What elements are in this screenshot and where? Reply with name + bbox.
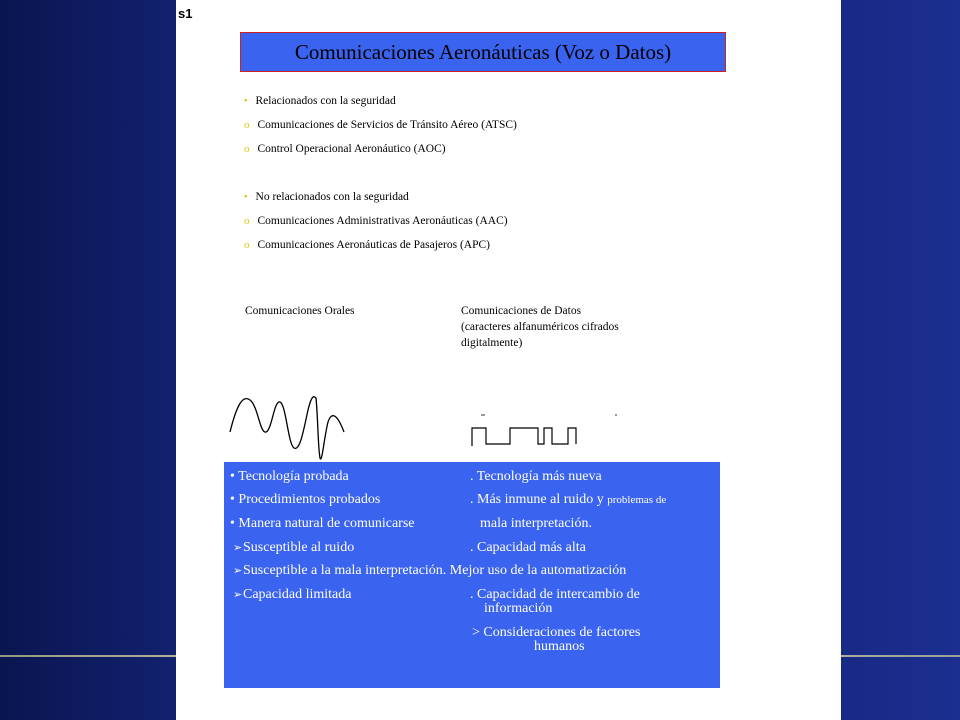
comparison-line (233, 587, 351, 603)
comparison-line (230, 492, 380, 507)
non-safety-heading: No relacionados con la seguridad (255, 191, 409, 203)
bullet-dot-icon: • (230, 516, 239, 531)
human-factors-note: > Consideraciones de factores (472, 625, 641, 640)
bullet-circle-icon: o (244, 143, 250, 155)
comparison-right: . Tecnología más nueva (470, 469, 602, 484)
comparison-right (470, 492, 666, 508)
comparison-left: Manera natural de comunicarse (238, 516, 415, 531)
arrow-bullet-icon: ➢ (233, 589, 243, 601)
arrow-bullet-icon: ➢ (233, 542, 243, 554)
list-item (244, 215, 508, 227)
safety-item: Control Operacional Aeronáutico (AOC) (257, 143, 446, 155)
comparison-right-text: . Más inmune al ruido y (470, 492, 604, 507)
list-item (244, 143, 446, 155)
arrow-bullet-icon: ➢ (233, 565, 243, 577)
safety-heading: Relacionados con la seguridad (255, 95, 396, 107)
comparison-right: información (484, 601, 553, 616)
comparison-line (233, 563, 626, 579)
slide (176, 0, 841, 720)
bullet-dot-icon: • (230, 469, 239, 484)
non-safety-item: Comunicaciones Administrativas Aeronáuticas (AAC) (257, 215, 508, 227)
bullet-circle-icon: o (244, 239, 250, 251)
bullet-circle-icon: o (244, 119, 250, 131)
non-safety-item: Comunicaciones Aeronáuticas de Pasajeros (APC) (257, 239, 490, 251)
comparison-right: mala interpretación. (480, 516, 592, 531)
comparison-left: Capacidad limitada (243, 587, 352, 602)
data-label-line: Comunicaciones de Datos (461, 305, 582, 317)
list-item (244, 119, 517, 131)
human-factors-note: humanos (534, 639, 585, 654)
bullet-circle-icon: o (244, 215, 250, 227)
comparison-box (224, 462, 720, 688)
analog-wave-icon (228, 388, 350, 460)
oral-label: Comunicaciones Orales (245, 305, 355, 317)
bullet-dot-icon: • (244, 96, 248, 107)
comparison-right: . Capacidad más alta (470, 540, 586, 555)
comparison-left: Procedimientos probados (238, 492, 381, 507)
list-item (244, 239, 490, 251)
comparison-left: Susceptible al ruido (243, 540, 355, 555)
list-item (244, 95, 396, 107)
comparison-line (230, 469, 349, 484)
bullet-dot-icon: • (244, 192, 248, 203)
slide-label: s1 (178, 6, 193, 21)
comparison-full: Susceptible a la mala interpretación. Mejor uso de la automatización (243, 563, 627, 578)
comparison-line (230, 516, 415, 531)
comparison-right: . Capacidad de intercambio de (470, 587, 640, 602)
data-label-line: digitalmente) (461, 337, 523, 349)
data-label (461, 303, 619, 351)
slide-title: Comunicaciones Aeronáuticas (Voz o Datos) (240, 32, 726, 72)
digital-wave-icon (468, 410, 622, 450)
comparison-right-small: problemas de (607, 494, 667, 506)
safety-item: Comunicaciones de Servicios de Tránsito Aéreo (ATSC) (257, 119, 517, 131)
comparison-line (233, 540, 354, 556)
list-item (244, 191, 409, 203)
data-label-line: (caracteres alfanuméricos cifrados (461, 321, 619, 333)
comparison-left: Tecnología probada (238, 469, 349, 484)
bullet-dot-icon: • (230, 492, 239, 507)
